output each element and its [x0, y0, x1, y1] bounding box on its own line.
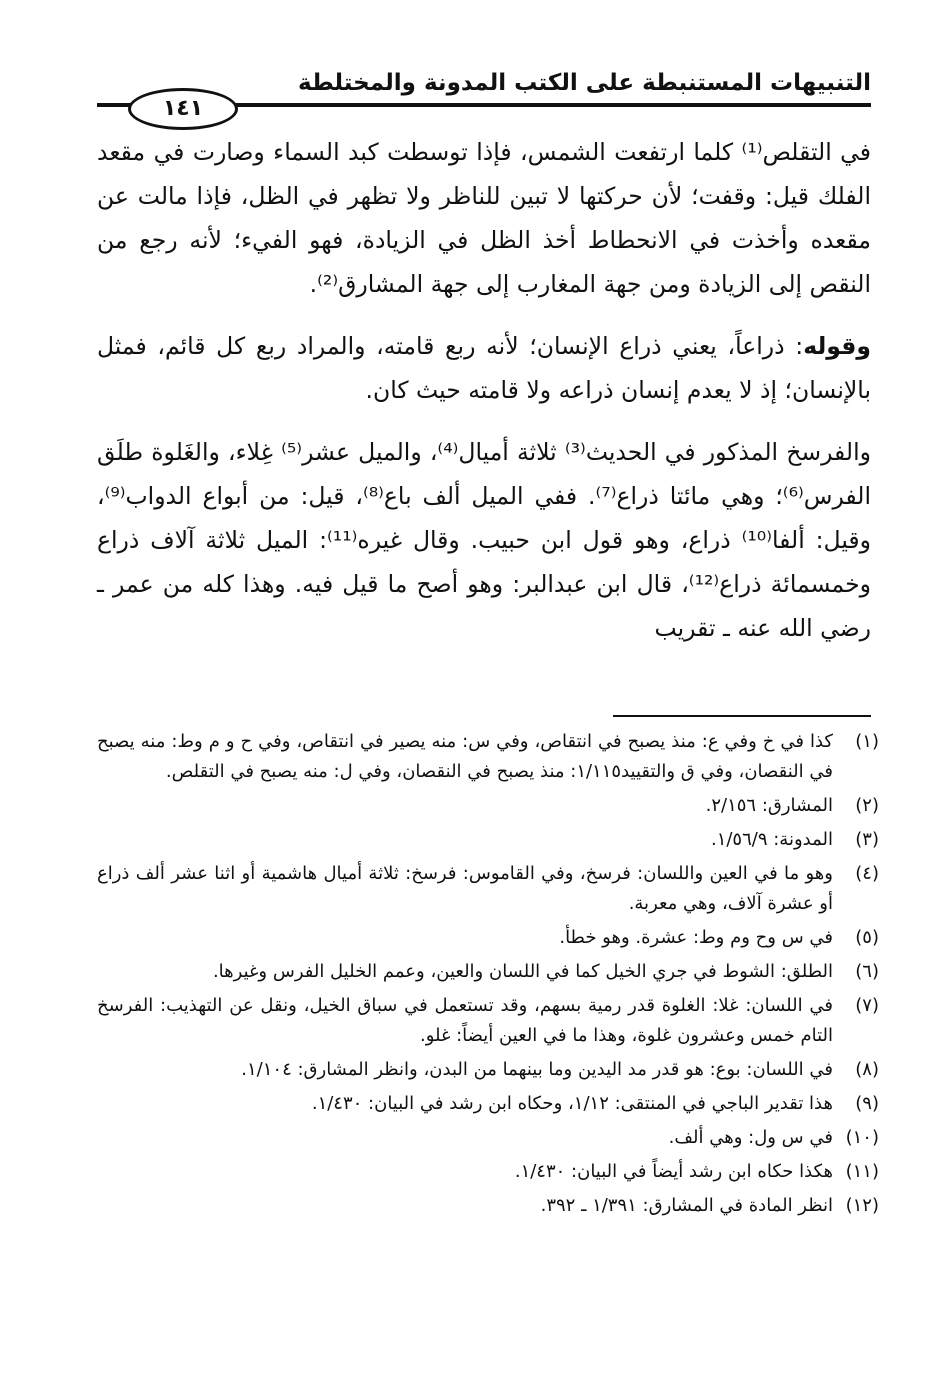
footnote-text: انظر المادة في المشارق: ١/٣٩١ ـ ٣٩٢. — [540, 1195, 833, 1216]
footnote-item — [97, 1157, 879, 1187]
footnote-number: (١) — [855, 731, 879, 752]
footnote-item — [97, 957, 879, 987]
footnote-number: (٢) — [855, 795, 879, 816]
footnote-text: وهو ما في العين واللسان: فرسخ، وفي القاموس: فرسخ: ثلاثة أميال هاشمية أو اثنا عشر ألف ذراع أو عشرة آلاف، وهي معربة. — [97, 863, 833, 914]
footnotes — [97, 727, 879, 1225]
footnote-text: في اللسان: غلا: الغلوة قدر رمية بسهم، وقد تستعمل في سباق الخيل، ونقل عن التهذيب: الفرسخ التام خمس وعشرون غلوة، وهذا ما في العين أيضاً: غلو. — [97, 995, 833, 1046]
footnote-text: هكذا حكاه ابن رشد أيضاً في البيان: ١/٤٣٠. — [514, 1161, 833, 1182]
footnote-number: (١٠) — [845, 1127, 879, 1148]
footnote-text: المشارق: ٢/١٥٦. — [705, 795, 833, 816]
paragraph-1: في التقلص⁽¹⁾ كلما ارتفعت الشمس، فإذا توسطت كبد السماء وصارت في مقعد الفلك قيل: وقفت؛ لأن حركتها لا تبين للناظر ولا تظهر في الظل، فإذا مالت عن مقعده وأخذت في الانحطاط أخذ الظل في الزيادة، فهو الفيء؛ لأنه رجع من النقص إلى الزيادة ومن جهة المغارب إلى جهة المشارق⁽²⁾. — [97, 138, 871, 298]
footnote-text: في اللسان: بوع: هو قدر مد اليدين وما بينهما من البدن، وانظر المشارق: ١/١٠٤. — [241, 1059, 833, 1080]
footnote-number: (٥) — [855, 927, 879, 948]
footnote-item — [97, 1055, 879, 1085]
footnote-number: (٩) — [855, 1093, 879, 1114]
footnote-number: (٧) — [855, 995, 879, 1016]
page-number: ١٤١ — [128, 88, 238, 130]
footnote-text: في س وح وم وط: عشرة. وهو خطأ. — [559, 927, 833, 948]
footnote-item — [97, 991, 879, 1051]
paragraph-2 — [97, 324, 871, 412]
paragraph-3: والفرسخ المذكور في الحديث⁽³⁾ ثلاثة أميال⁽⁴⁾، والميل عشر⁽⁵⁾ غِلاء، والغَلوة طلَق الفرس⁽⁶⁾؛ وهي مائتا ذراع⁽⁷⁾. ففي الميل ألف باع⁽⁸⁾، قيل: من أبواع الدواب⁽⁹⁾، وقيل: ألفا⁽¹⁰⁾ ذراع، وهو قول ابن حبيب. وقال غيره⁽¹¹⁾: الميل ثلاثة آلاف ذراع وخمسمائة ذراع⁽¹²⁾، قال ابن عبدالبر: وهو أصح ما قيل فيه. وهذا كله من عمر ـ رضي الله عنه ـ تقريب — [97, 438, 872, 642]
footnote-number: (١١) — [845, 1161, 879, 1182]
footnote-text: في س ول: وهي ألف. — [668, 1127, 833, 1148]
footnote-item — [97, 727, 879, 787]
paragraph-2-lead: وقوله — [803, 332, 871, 360]
footnote-number: (٦) — [855, 961, 879, 982]
main-text — [97, 130, 871, 668]
running-header-title: التنبيهات المستنبطة على الكتب المدونة والمختلطة — [298, 70, 871, 96]
footnote-text: الطلق: الشوط في جري الخيل كما في اللسان والعين، وعمم الخليل الفرس وغيرها. — [212, 961, 833, 982]
footnote-item — [97, 1089, 879, 1119]
footnote-number: (٤) — [855, 863, 879, 884]
footnote-item — [97, 1191, 879, 1221]
footnote-number: (٣) — [855, 829, 879, 850]
footnote-separator — [613, 715, 871, 717]
footnote-text: المدونة: ١/٥٦/٩. — [710, 829, 833, 850]
footnote-text: هذا تقدير الباجي في المنتقى: ١/١٢، وحكاه ابن رشد في البيان: ١/٤٣٠. — [311, 1093, 833, 1114]
paragraph-2-text: : ذراعاً، يعني ذراع الإنسان؛ لأنه ربع قامته، والمراد ربع كل قائم، فمثل بالإنسان؛ إذ لا يعدم إنسان ذراعه ولا قامته حيث كان. — [97, 332, 871, 404]
footnote-text: كذا في خ وفي ع: منذ يصبح في انتقاص، وفي س: منه يصير في انتقاص، وفي ح و م وط: منه يصبح في النقصان، وفي ق والتقييد١/١١٥: منذ يصبح في النقصان، وفي ل: منه يصبح في التقلص. — [97, 731, 833, 782]
footnote-item — [97, 825, 879, 855]
footnote-item — [97, 859, 879, 919]
footnote-number: (٨) — [855, 1059, 879, 1080]
footnote-item — [97, 791, 879, 821]
footnote-number: (١٢) — [845, 1195, 879, 1216]
footnote-item — [97, 923, 879, 953]
footnote-item — [97, 1123, 879, 1153]
